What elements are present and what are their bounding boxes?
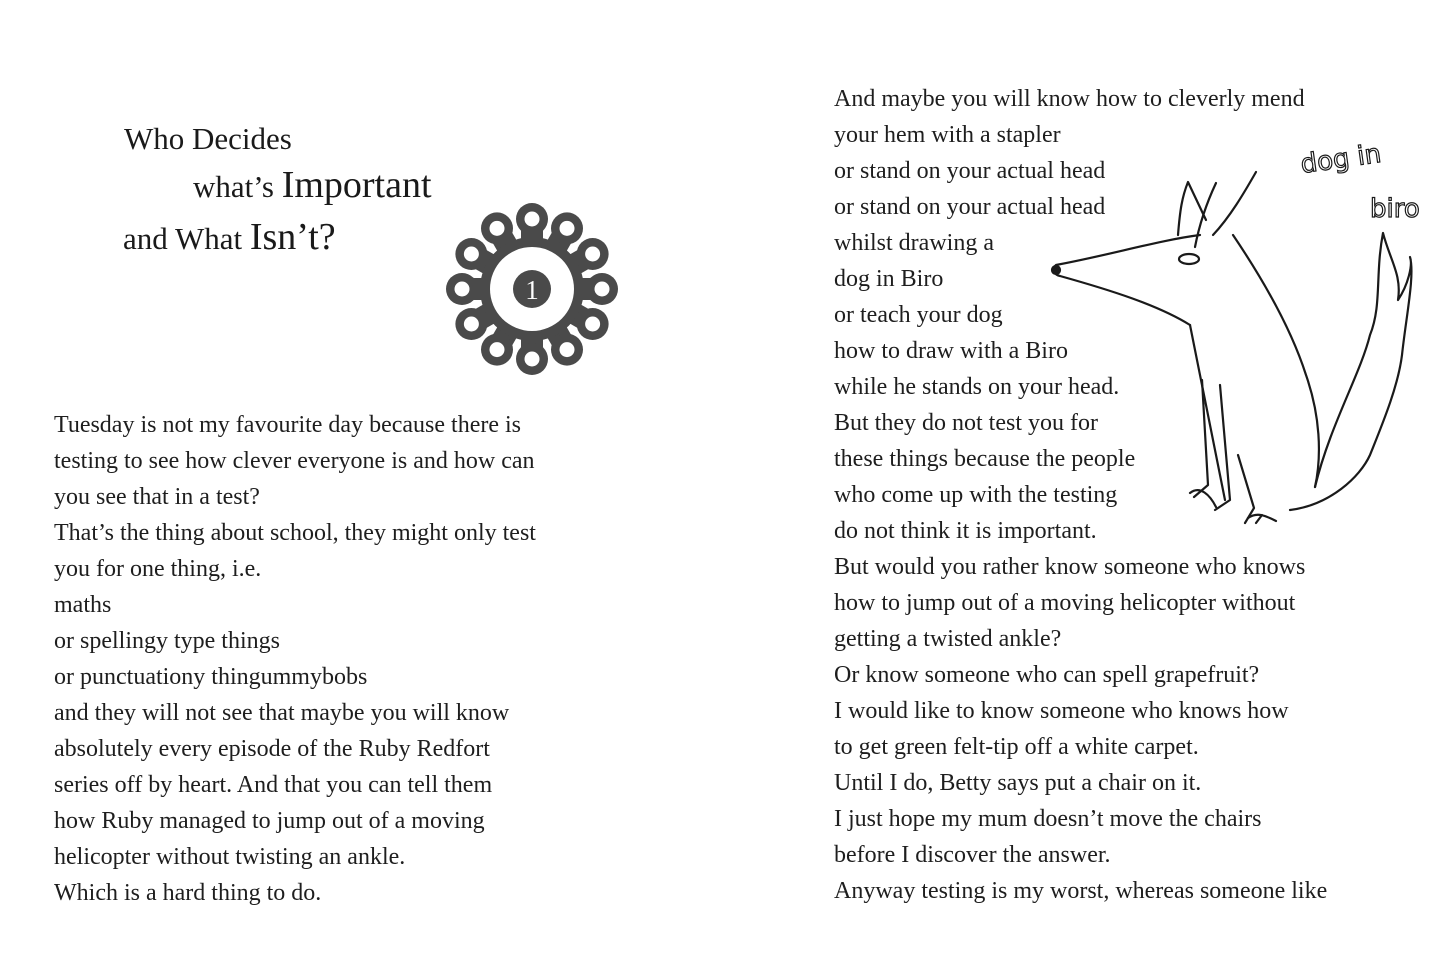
right-line: to get green felt-tip off a white carpet. [834,734,1199,760]
dog-head-outline [1178,182,1206,235]
dog-ear-right [1213,172,1256,235]
badge-petal-hole [490,342,505,357]
caption-biro: biro [1370,194,1420,224]
left-line: testing to see how clever everyone is and how can [54,448,535,474]
right-line: while he stands on your head. [834,374,1120,400]
badge-petal-hole [455,282,470,297]
chapter-number: 1 [525,275,539,305]
badge-petal-hole [560,221,575,236]
right-line: Until I do, Betty says put a chair on it. [834,770,1202,796]
right-line: getting a twisted ankle? [834,626,1062,652]
right-line: your hem with a stapler [834,122,1061,148]
right-line: these things because the people [834,446,1136,472]
left-line: Tuesday is not my favourite day because there is [54,412,522,438]
chapter-title-line-1: Who Decides [124,121,292,156]
badge-petal-hole [595,282,610,297]
dog-front-leg-3 [1238,455,1254,523]
right-line: Or know someone who can spell grapefruit? [834,662,1260,688]
left-line: or spellingy type things [54,628,280,654]
right-line: or stand on your actual head [834,158,1106,184]
dog-tail [1290,233,1411,510]
dog-nose [1052,266,1060,274]
left-line: maths [54,592,112,618]
right-line: how to jump out of a moving helicopter without [834,590,1296,616]
right-line: Anyway testing is my worst, whereas someone like [834,878,1328,904]
dog-paws [1190,490,1276,523]
right-line: before I discover the answer. [834,842,1111,868]
right-line: I just hope my mum doesn’t move the chairs [834,806,1262,832]
dog-drawing-illustration [1030,125,1440,545]
badge-petal-hole [490,221,505,236]
right-line: whilst drawing a [834,230,994,256]
dog-front-leg-1 [1194,380,1208,497]
right-line: how to draw with a Biro [834,338,1068,364]
chapter-title-line-2: what’s Important [193,164,432,206]
dog-eye [1179,254,1199,264]
left-line: series off by heart. And that you can tell them [54,772,493,798]
left-line: how Ruby managed to jump out of a moving [54,808,485,834]
right-line: who come up with the testing [834,482,1118,508]
badge-petal-hole [464,247,479,262]
dog-snout [1054,235,1200,325]
right-line: or stand on your actual head [834,194,1106,220]
left-line: absolutely every episode of the Ruby Redfort [54,736,490,762]
left-body-text [54,407,536,911]
dog-back [1233,235,1319,487]
left-line: and they will not see that maybe you will know [54,700,510,726]
dog-ear-left [1195,183,1216,247]
right-line: But they do not test you for [834,410,1098,436]
left-line: or punctuationy thingummybobs [54,664,368,690]
left-line: you see that in a test? [54,484,260,510]
right-line: But would you rather know someone who knows [834,554,1306,580]
badge-petal-hole [464,317,479,332]
badge-petal-hole [525,212,540,227]
left-line: That’s the thing about school, they might only test [54,520,536,546]
right-line: or teach your dog [834,302,1003,328]
badge-petal-hole [525,352,540,367]
right-line: I would like to know someone who knows how [834,698,1289,724]
left-line: you for one thing, i.e. [54,556,262,582]
badge-petal-hole [585,247,600,262]
chapter-number-badge [443,200,621,378]
left-page [0,0,720,962]
right-line: And maybe you will know how to cleverly mend [834,86,1305,112]
chapter-title-line-3: and What Isn’t? [123,216,336,258]
badge-petal-hole [585,317,600,332]
right-line: do not think it is important. [834,518,1097,544]
left-line: Which is a hard thing to do. [54,880,322,906]
badge-petal-hole [560,342,575,357]
caption-dog-in: dog in [1298,138,1384,180]
left-line: helicopter without twisting an ankle. [54,844,406,870]
right-line: dog in Biro [834,266,944,292]
